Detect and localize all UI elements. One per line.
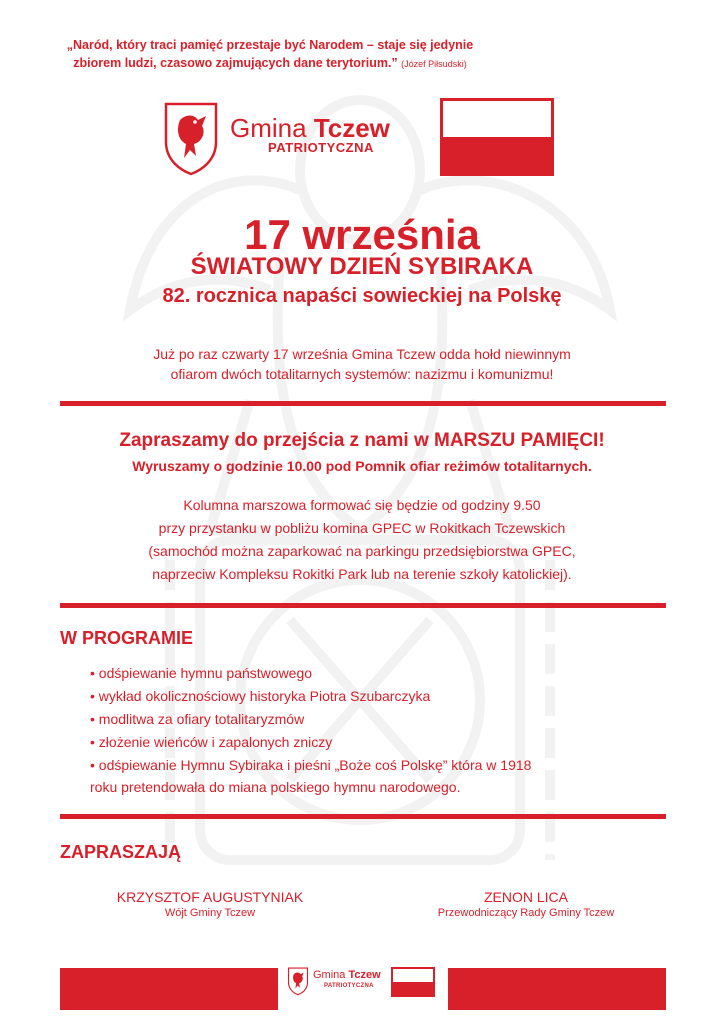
invite-detail-line: (samochód można zaparkować na parkingu przedsiębiorstwa GPEC, — [148, 543, 576, 559]
footer-flag-red-stripe — [393, 982, 433, 995]
quote-block — [20, 36, 520, 73]
footer-bar-right — [448, 968, 666, 1010]
logo-name-light: Gmina — [230, 113, 314, 143]
program-item: • odśpiewanie Hymnu Sybiraka i pieśni „Boże coś Polskę” która w 1918 — [90, 757, 532, 773]
footer-flag-icon — [391, 967, 435, 997]
event-date: 17 września — [244, 211, 480, 258]
divider-3 — [60, 814, 666, 819]
program-item: • złożenie wieńców i zapalonych zniczy — [90, 734, 333, 750]
host-left — [80, 889, 340, 919]
logo-subtitle: PATRIOTYCZNA — [268, 140, 374, 155]
event-subtitle: 82. rocznica napaści sowieckiej na Polskę — [162, 285, 562, 307]
footer-logo-name-light: Gmina — [313, 969, 349, 981]
invite-detail-line: naprzeciw Kompleksu Rokitki Park lub na terenie szkoły katolickiej). — [152, 566, 572, 582]
event-title: ŚWIATOWY DZIEŃ SYBIRAKA — [190, 253, 534, 280]
divider-2 — [60, 603, 666, 608]
invite-detail-line: przy przystanku w pobliżu komina GPEC w Rokitkach Tczewskich — [158, 520, 566, 536]
divider-1 — [60, 401, 666, 406]
program-item-continuation: roku pretendowała do miana polskiego hymnu narodowego. — [90, 779, 461, 795]
quote-line-1: „Naród, który traci pamięć przestaje być Narodem – staje się jedynie — [66, 38, 474, 52]
intro-line-2: ofiarom dwóch totalitarnych systemów: nazizmu i komunizmu! — [170, 366, 554, 382]
hosts-heading: ZAPRASZAJĄ — [60, 842, 182, 862]
footer-crest-icon — [287, 966, 309, 996]
footer-logo-name — [313, 969, 381, 981]
program-heading: W PROGRAMIE — [60, 628, 193, 648]
program-item: • odśpiewanie hymnu państwowego — [90, 665, 313, 681]
quote-line-2-text: zbiorem ludzi, czasowo zajmujących dane terytorium.” — [73, 56, 398, 70]
host-left-role: Wójt Gminy Tczew — [164, 907, 256, 919]
footer-logo-name-bold: Tczew — [348, 969, 381, 981]
program-list — [90, 662, 531, 777]
program-item: • wykład okolicznościowy historyka Piotra Szubarczyka — [90, 688, 431, 704]
invite-detail-line: Kolumna marszowa formować się będzie od godziny 9.50 — [183, 497, 541, 513]
host-right-role: Przewodniczący Rady Gminy Tczew — [437, 907, 615, 919]
flag-red-stripe — [443, 137, 551, 173]
host-right — [396, 889, 656, 919]
griffin-crest-icon — [162, 100, 220, 176]
intro-line-1: Już po raz czwarty 17 września Gmina Tczew odda hołd niewinnym — [153, 346, 571, 362]
footer-logo-subtitle: PATRIOTYCZNA — [324, 983, 374, 989]
intro-text — [0, 344, 724, 384]
logo-name-bold: Tczew — [313, 113, 390, 143]
invite-subtitle: Wyruszamy o godzinie 10.00 pod Pomnik ofiar reżimów totalitarnych. — [132, 458, 592, 474]
host-right-name: ZENON LICA — [483, 889, 568, 905]
host-left-name: KRZYSZTOF AUGUSTYNIAK — [116, 889, 304, 905]
polish-flag-icon — [440, 98, 554, 176]
quote-line-2 — [20, 54, 520, 73]
invite-title: Zapraszamy do przejścia z nami w MARSZU PAMIĘCI! — [119, 430, 605, 451]
program-item: • modlitwa za ofiary totalitaryzmów — [90, 711, 305, 727]
quote-author: (Józef Piłsudski) — [401, 59, 467, 69]
footer-bar-left — [60, 968, 278, 1010]
invite-details — [0, 494, 724, 586]
